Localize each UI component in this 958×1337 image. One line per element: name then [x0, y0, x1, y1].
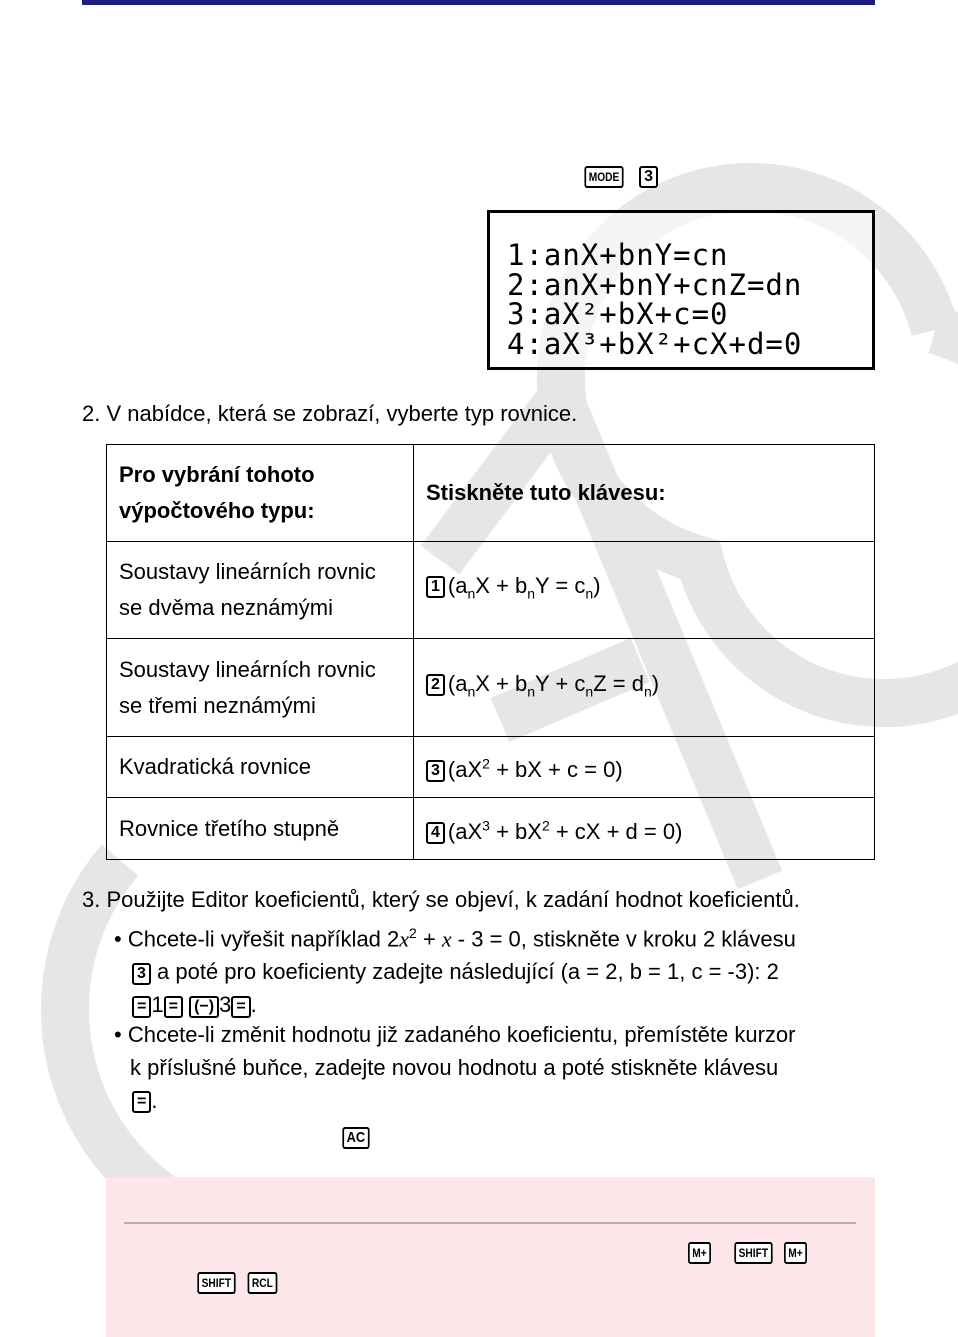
step-2-text: 2. V nabídce, která se zobrazí, vyberte typ rovnice. [82, 401, 578, 426]
row-key [414, 542, 875, 639]
negative-key: (−) [189, 996, 219, 1018]
m-plus-key: M+ [784, 1242, 807, 1264]
step-3-text: 3. Použijte Editor koeficientů, který se objeví, k zadání hodnot koeficientů. [82, 887, 800, 912]
equals-key: = [164, 996, 183, 1018]
note-box [106, 1177, 875, 1337]
table-header [107, 445, 875, 542]
bullet-edit: • Chcete-li změnit hodnotu již zadaného koeficientu, přemístěte kurzor k příslušné buňce, zadejte novou hodnotu a poté stiskněte klávesu = . [114, 1022, 796, 1113]
ac-key: AC [342, 1127, 369, 1149]
table-row [107, 639, 875, 737]
mode-keys [581, 163, 658, 189]
bullet-example: • Chcete-li vyřešit například $2x^2 + x - 3 = 0$, stiskněte v kroku 2 klávesu 3 a poté pro koeficienty zadejte následující (a = 2, b = 1, c = -3): 2 = 1 = (−) 3 = . [114, 925, 796, 1018]
equals-key: = [132, 996, 151, 1018]
key-4: 4 [426, 822, 445, 844]
calculator-screen [487, 210, 875, 370]
row-type: Rovnice třetího stupně [107, 798, 414, 860]
header-type: Pro vybrání tohoto výpočtového typu: [107, 445, 414, 542]
key-2: 2 [426, 674, 445, 696]
equals-key: = [231, 996, 250, 1018]
mode-key: MODE [584, 166, 623, 188]
key-3: 3 [426, 760, 445, 782]
text: • Chcete-li vyřešit například 2 [114, 926, 400, 952]
header-bar [82, 0, 875, 5]
text: + [416, 926, 442, 952]
table-row [107, 737, 875, 798]
text: 3 [219, 992, 232, 1018]
header-key: Stiskněte tuto klávesu: [414, 445, 875, 542]
m-plus-key: M+ [688, 1242, 711, 1264]
equation-type-table [106, 444, 875, 860]
table-row [107, 542, 875, 639]
row-type: Soustavy lineárních rovnic se dvěma neznámými [107, 542, 414, 639]
row-key [414, 639, 875, 737]
text: a poté pro koeficienty zadejte následující (a = 2, b = 1, c = -3): 2 [150, 959, 779, 985]
formula: $(a_nX + b_nY = c_n)$ [447, 573, 601, 602]
divider [124, 1222, 856, 1224]
key-3: 3 [639, 166, 658, 188]
text: • Chcete-li změnit hodnotu již zadaného koeficientu, přemístěte kurzor [114, 1022, 796, 1047]
key-3: 3 [132, 963, 151, 985]
row-key [414, 737, 875, 798]
recall-keys [194, 1269, 279, 1295]
text: - 3 = 0, stiskněte v kroku 2 klávesu [451, 926, 796, 952]
row-type: Kvadratická rovnice [107, 737, 414, 798]
table-row [107, 798, 875, 860]
shift-key: SHIFT [734, 1242, 772, 1264]
formula: ($aX^2$ + bX + c = 0) [447, 755, 623, 783]
screen-line: 2:anX+bnY+cnZ=dn [507, 267, 803, 302]
formula: $(a_nX + b_nY + c_nZ = d_n)$ [447, 670, 660, 700]
text: k příslušné buňce, zadejte novou hodnotu a poté stiskněte klávesu [130, 1055, 779, 1080]
shift-key: SHIFT [197, 1272, 235, 1294]
screen-line: 1:anX+bnY=cn [507, 238, 729, 272]
equals-key: = [132, 1091, 151, 1113]
row-key [414, 798, 875, 860]
memory-keys [686, 1239, 809, 1265]
screen-line: 3:aX²+bX+c=0 [507, 297, 729, 331]
ac-key-wrap [340, 1124, 372, 1150]
key-1: 1 [426, 576, 445, 598]
formula: ($aX^3 + bX^2$ + cX + d = 0) [447, 817, 683, 844]
rcl-key: RCL [247, 1272, 276, 1294]
text: 1 [151, 992, 164, 1018]
screen-line: 4:aX³+bX²+cX+d=0 [507, 326, 803, 361]
row-type: Soustavy lineárních rovnic se třemi neznámými [107, 639, 414, 737]
